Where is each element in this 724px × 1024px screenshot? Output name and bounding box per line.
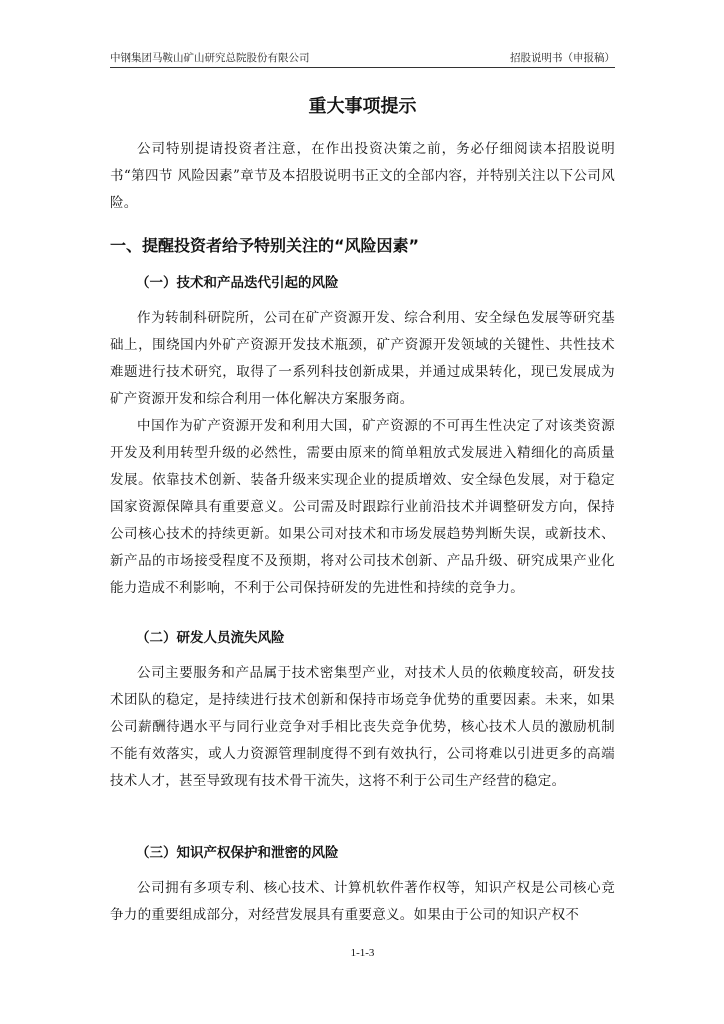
subsection-heading-tech-iteration: （一）技术和产品迭代引起的风险 [136,275,339,291]
header-divider [110,67,615,68]
page-number: 1-1-3 [350,947,375,959]
page-title: 重大事项提示 [308,96,417,117]
section-heading-risk-factors: 一、提醒投资者给予特别关注的“风险因素” [110,236,420,255]
header-document-type: 招股说明书（申报稿） [510,52,615,64]
running-header [110,50,615,66]
ip-protection-paragraph: 公司拥有多项专利、核心技术、计算机软件著作权等，知识产权是公司核心竞争力的重要组成部分，对经营发展具有重要意义。如果由于公司的知识产权不 [110,880,615,923]
tech-iteration-paragraph-1: 作为转制科研院所，公司在矿产资源开发、综合利用、安全绿色发展等研究基础上，围绕国内外矿产资源开发技术瓶颈，矿产资源开发领域的关键性、共性技术难题进行技术研究，取得了一系列科技创新成果，并通过成果转化，现已发展成为矿产资源开发和综合利用一体化解决方案服务商。 [110,310,615,407]
header-company-name: 中钢集团马鞍山矿山研究总院股份有限公司 [110,52,310,64]
subsection-heading-ip-protection: （三）知识产权保护和泄密的风险 [136,845,339,861]
subsection-heading-personnel-loss: （二）研发人员流失风险 [136,630,285,646]
personnel-loss-paragraph: 公司主要服务和产品属于技术密集型产业，对技术人员的依赖度较高，研发技术团队的稳定，是持续进行技术创新和保持市场竞争优势的重要因素。未来，如果公司薪酬待遇水平与同行业竞争对手相比丧失竞争优势，核心技术人员的激励机制不能有效落实，或人力资源管理制度得不到有效执行，公司将难以引进更多的高端技术人才，甚至导致现有技术骨干流失，这将不利于公司生产经营的稳定。 [110,665,615,789]
intro-paragraph: 公司特别提请投资者注意，在作出投资决策之前，务必仔细阅读本招股说明书“第四节 风险因素”章节及本招股说明书正文的全部内容，并特别关注以下公司风险。 [110,141,615,211]
tech-iteration-paragraph-2: 中国作为矿产资源开发和利用大国，矿产资源的不可再生性决定了对该类资源开发及利用转型升级的必然性，需要由原来的简单粗放式发展进入精细化的高质量发展。依靠技术创新、装备升级来实现企业的提质增效、安全绿色发展，对于稳定国家资源保障具有重要意义。公司需及时跟踪行业前沿技术并调整研发方向，保持公司核心技术的持续更新。如果公司对技术和市场发展趋势判断失误，或新技术、新产品的市场接受程度不及预期，将对公司技术创新、产品升级、研究成果产业化能力造成不利影响，不利于公司保持研发的先进性和持续的竞争力。 [110,418,615,596]
